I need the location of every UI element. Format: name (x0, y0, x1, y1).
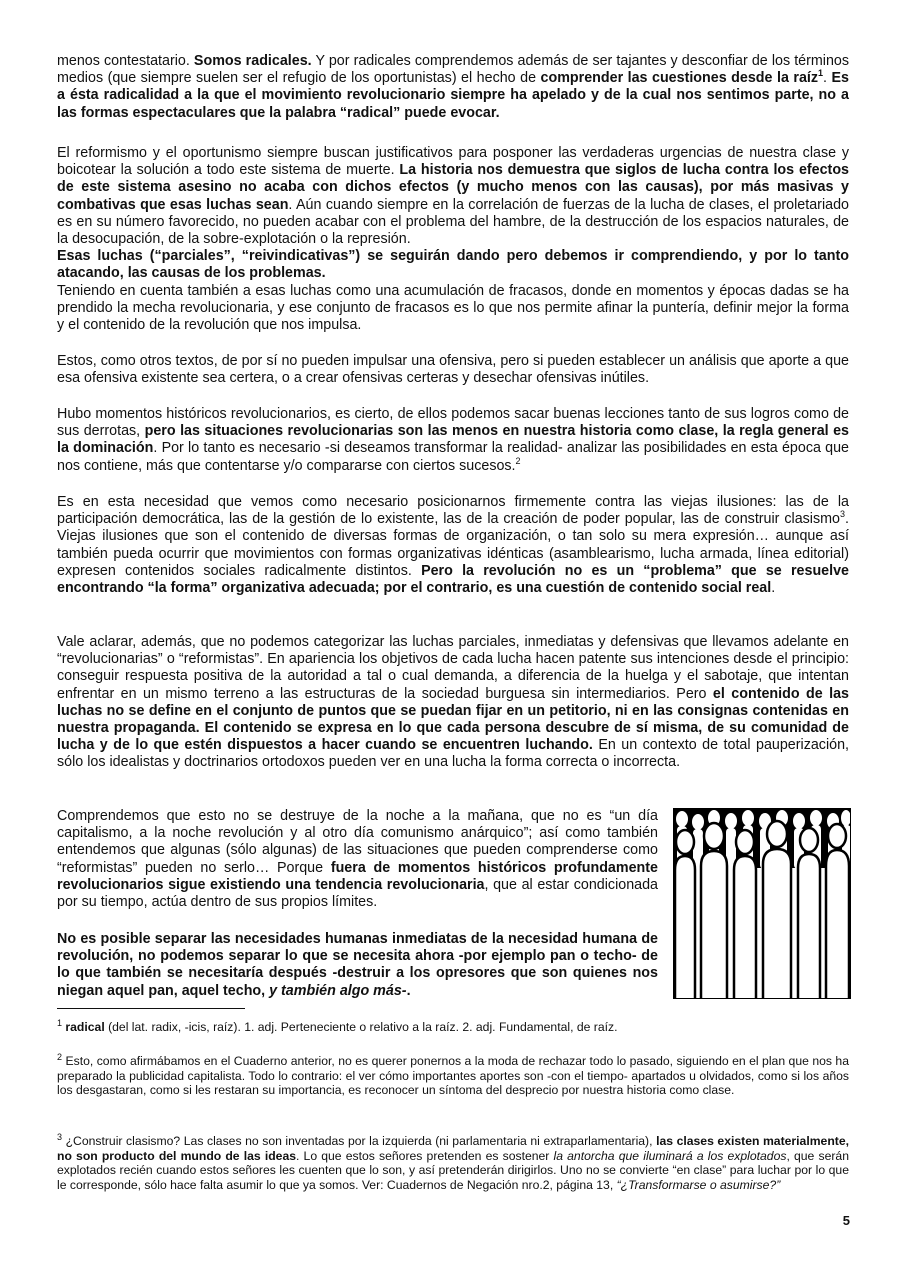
text-run: . Aún cuando siempre en la correlación de fuerzas de la lucha de clases, el proletariado es en su número favorecido, no pueden acabar con el problema del hambre, de la destrucción de los espacios naturales, de la desocupación, de la sobre-explotación o la represión. (57, 196, 849, 248)
footnote-ref-1[interactable]: 1 (818, 68, 824, 79)
bold-italic-run: y también algo más- (269, 982, 407, 999)
paragraph-7 (57, 808, 658, 911)
text-run: Hubo momentos históricos revolucionarios, es cierto, de ellos podemos sacar buenas lecciones tanto de sus logros como de sus derrotas, (57, 406, 849, 440)
paragraph-2 (57, 145, 849, 334)
text-run: . (771, 580, 776, 597)
text-run: . Por lo tanto es necesario -si deseamos transformar la realidad- analizar las posibilidades en esta época que nos contiene, más que contentarse y/o compararse con ciertos sucesos. (57, 440, 849, 474)
italic-run: “¿Transformarse o asumirse?” (616, 1178, 781, 1193)
footnote-number: 2 (57, 1051, 63, 1062)
bold-run: pero las situaciones revolucionarias son las menos en nuestra historia como clase, la regla general es la dominación (57, 423, 849, 457)
text-run: Vale aclarar, además, que no podemos categorizar las luchas parciales, inmediatas y defensivas que llevamos adelante en “revolucionarias” o “reformistas”. En apariencia los objetivos de cada lucha hacen patente sus intenciones desde el principio: conseguir respuesta positiva de la autoridad a tal o cual demanda, a diferencia de la huelga y el sabotaje, que intentan enfrentar en un mismo terreno a las estructuras de la sociedad burguesa sin intermediarios. Pero (57, 634, 849, 702)
text-run: El reformismo y el oportunismo siempre buscan justificativos para posponer las verdaderas urgencias de nuestra clase y boicotear la solución a todo este sistema de muerte. (57, 145, 849, 179)
footnote-number: 3 (57, 1131, 63, 1142)
bold-run: Es a ésta radicalidad a la que el movimiento revolucionario siempre ha apelado y de la cual nos sentimos parte, no a las formas espectaculares que la palabra “radical” puede evocar. (57, 70, 849, 121)
footnote-1 (57, 1017, 849, 1035)
paragraph-8 (57, 931, 658, 1000)
paragraph-6 (57, 634, 849, 772)
bold-run: radical (65, 1020, 105, 1034)
crowd-silhouettes-illustration (673, 808, 851, 999)
text-run: , que serán explotados recién cuando estos señores les cuenten que lo son, y así pretenderán dirigirlos. Uno no se convierte “en clase” para luchar por lo que le corresponde, sólo hace falta asumir lo que ya somos. Ver: Cuadernos de Negación nro.2, página 13, (57, 1148, 849, 1193)
bold-run: La historia nos demuestra que siglos de lucha contra los efectos de este sistema asesino no acaba con dichos efectos (y mucho menos con las causas), por más masivas y combativas que esas luchas sean (57, 162, 850, 213)
paragraph-5 (57, 494, 849, 597)
text-run: Estos, como otros textos, de por sí no pueden impulsar una ofensiva, pero si pueden establecer un análisis que aporte a que esa ofensiva existente sea certera, o a crear ofensivas certeras y desechar ofensivas inútiles. (57, 353, 849, 387)
bold-run: las clases existen materialmente, no son producto del mundo de las ideas (57, 1134, 850, 1163)
bold-run: Esas luchas (“parciales”, “reivindicativas”) se seguirán dando pero debemos ir comprendiendo, y por lo tanto atacando, las causas de los problemas. (57, 248, 849, 282)
text-run: (del lat. radix, -icis, raíz). 1. adj. Perteneciente o relativo a la raíz. 2. adj. Fundamental, de raíz. (104, 1020, 618, 1034)
footnote-ref-3[interactable]: 3 (840, 509, 846, 520)
bold-run: comprender las cuestiones desde la raíz (540, 70, 819, 87)
text-run: . Viejas ilusiones que son el contenido de diversas formas de organización, o tan solo su mera expresión… aunque así también pueda ocurrir que movimientos con formas organizativas idénticas (asamblearismo, lucha armada, línea editorial) expresen contenidos sociales radicalmente distintos. (57, 511, 849, 579)
footnote-3 (57, 1131, 850, 1193)
bold-run: No es posible separar las necesidades humanas inmediatas de la necesidad humana de revolución, no podemos separar lo que se necesita ahora -por ejemplo pan o techo- de lo que también se necesitaría después -destruir a los opresores que son quienes nos niegan aquel pan, aquel techo, (57, 931, 658, 999)
text-run: Teniendo en cuenta también a esas luchas como una acumulación de fracasos, donde en momentos y épocas dadas se ha prendido la mecha revolucionaria, y ese conjunto de fracasos es lo que nos permite afinar la puntería, definir mejor la forma y el contenido de la revolución que nos impulsa. (57, 282, 849, 334)
text-run: ¿Construir clasismo? Las clases no son inventadas por la izquierda (ni parlamentaria ni extraparlamentaria), (62, 1134, 657, 1148)
text-run: . (823, 70, 832, 87)
bold-run: Somos radicales. (193, 53, 312, 69)
paragraph-4 (57, 406, 849, 475)
bold-run: . (406, 982, 411, 999)
footnote-2 (57, 1051, 849, 1098)
text-run: Esto, como afirmábamos en el Cuaderno anterior, no es querer ponernos a la moda de rechazar todo lo pasado, siguiendo en el plan que nos ha preparado la publicidad capitalista. Todo lo contrario: el ver cómo importantes aportes son -con el tiempo- apartados u olvidados, como si los años los desgastaran, como si les restaran su importancia, es reconocer un síntoma del desprecio por nuestra historia como clase. (57, 1054, 849, 1098)
page-number: 5 (842, 1213, 850, 1228)
text-run: menos contestatario. (57, 53, 194, 69)
bold-run: Pero la revolución no es un “problema” que se resuelve encontrando “la forma” organizativa adecuada; por el contrario, es una cuestión de contenido social real (57, 562, 850, 597)
text-run: En un contexto de total pauperización, sólo los idealistas y doctrinarios ortodoxos pueden ver en una lucha la forma correcta o incorrecta. (57, 737, 849, 771)
text-run: , que al estar condicionada por su tiempo, actúa dentro de sus propios límites. (57, 876, 658, 911)
text-run: . Lo que estos señores pretenden es sostener (296, 1148, 554, 1163)
paragraph-1 (57, 53, 849, 122)
document-page (57, 0, 849, 1280)
footnote-ref-2[interactable]: 2 (515, 455, 521, 466)
text-run: Y por radicales comprendemos además de ser tajantes y desconfiar de los términos medios (que siempre suelen ser el refugio de los oportunistas) el hecho de (57, 53, 850, 87)
bold-run: fuera de momentos históricos profundamente revolucionarios sigue existiendo una tendencia revolucionaria (57, 859, 658, 893)
footnote-separator (57, 1008, 245, 1009)
paragraph-3 (57, 353, 849, 387)
footnote-number: 1 (57, 1017, 63, 1028)
italic-run: la antorcha que iluminará a los explotados (553, 1148, 787, 1163)
text-run: Comprendemos que esto no se destruye de la noche a la mañana, que no es “un día capitalismo, a la noche revolución y al otro día comunismo anárquico”; así como también entendemos que algunas (sólo algunas) de las situaciones que pueden comprenderse como “reformistas” pueden no serlo… Porque (57, 808, 658, 876)
text-run: Es en esta necesidad que vemos como necesario posicionarnos firmemente contra las viejas ilusiones: las de la participación democrática, las de la gestión de lo existente, las de la creación de poder popular, las de construir clasismo (57, 494, 849, 528)
bold-run: el contenido de las luchas no se define en el conjunto de puntos que se puedan fijar en un petitorio, ni en las consignas contenidas en nuestra propaganda. El contenido se expresa en lo que cada persona descubre de sí misma, de su comunidad de lucha y de lo que estén dispuestos a hacer cuando se encuentren luchando. (57, 685, 849, 754)
